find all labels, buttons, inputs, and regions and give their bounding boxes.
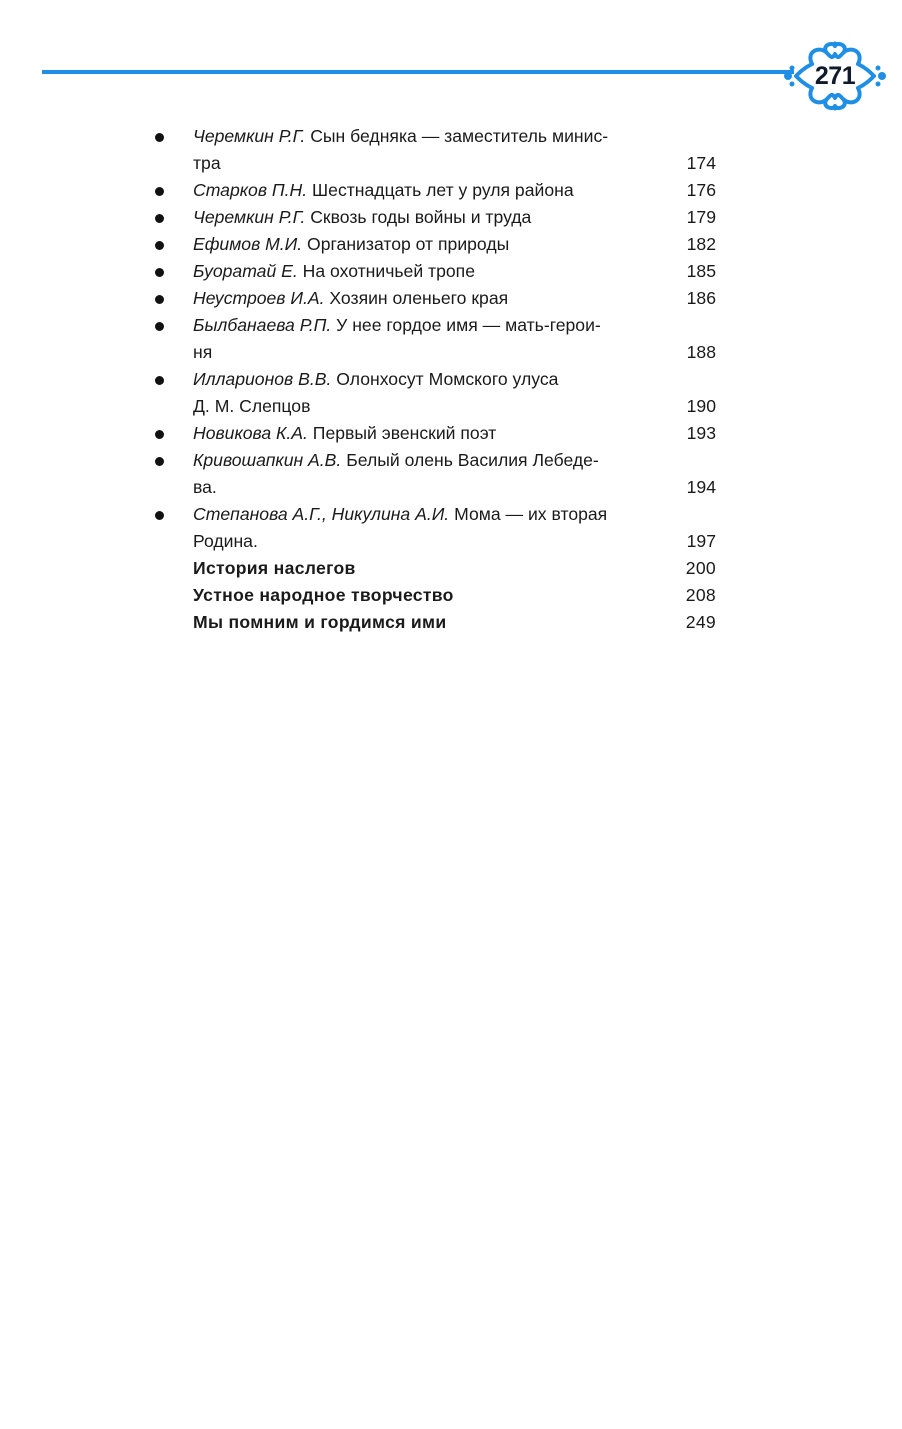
toc-entry[interactable] bbox=[150, 312, 730, 366]
entry-author: Степанова А.Г., Никулина А.И. bbox=[193, 504, 450, 524]
toc-entry[interactable] bbox=[150, 501, 730, 555]
entry-page: 179 bbox=[686, 207, 716, 227]
entry-title: Организатор от природы bbox=[307, 234, 510, 254]
entry-page: 197 bbox=[686, 531, 716, 551]
bullet-icon bbox=[155, 430, 164, 439]
entry-page: 194 bbox=[686, 477, 716, 497]
toc-entry[interactable] bbox=[150, 285, 730, 312]
entry-title: Первый эвенский поэт bbox=[312, 423, 497, 443]
entry-page: 176 bbox=[686, 180, 716, 200]
entry-page: 186 bbox=[686, 288, 716, 308]
section-page: 249 bbox=[685, 612, 716, 632]
entry-page: 193 bbox=[686, 423, 716, 443]
bullet-icon bbox=[155, 268, 164, 277]
entry-author: Ефимов М.И. bbox=[193, 234, 303, 254]
bullet-icon bbox=[155, 214, 164, 223]
toc-entry[interactable] bbox=[150, 177, 730, 204]
toc-entry[interactable] bbox=[150, 447, 730, 501]
entry-page: 188 bbox=[686, 342, 716, 362]
bullet-icon bbox=[155, 511, 164, 520]
entry-title: Олонхосут Момского улуса bbox=[336, 369, 559, 389]
toc-entry[interactable] bbox=[150, 420, 730, 447]
entry-title: Шестнадцать лет у руля района bbox=[312, 180, 574, 200]
entry-author: Илларионов В.В. bbox=[193, 369, 332, 389]
bullet-icon bbox=[155, 187, 164, 196]
entry-title-cont: тра bbox=[193, 153, 221, 173]
toc-entry[interactable] bbox=[150, 204, 730, 231]
entry-author: Черемкин Р.Г. bbox=[193, 126, 306, 146]
bullet-icon bbox=[155, 241, 164, 250]
entry-author: Черемкин Р.Г. bbox=[193, 207, 306, 227]
header-rule bbox=[42, 70, 794, 74]
section-page: 208 bbox=[685, 585, 716, 605]
page-header bbox=[0, 0, 902, 120]
entry-author: Буоратай Е. bbox=[193, 261, 298, 281]
page-number: 271 bbox=[814, 62, 856, 90]
entry-title-cont: ва. bbox=[193, 477, 217, 497]
entry-title: На охотничьей тропе bbox=[302, 261, 475, 281]
entry-title: У нее гордое имя — мать-герои- bbox=[336, 315, 601, 335]
entry-author: Новикова К.А. bbox=[193, 423, 308, 443]
bullet-icon bbox=[155, 457, 164, 466]
entry-title-cont: Родина. bbox=[193, 531, 258, 551]
toc-section[interactable] bbox=[150, 609, 730, 636]
bullet-icon bbox=[155, 133, 164, 142]
entry-title-cont: ня bbox=[193, 342, 213, 362]
bullet-icon bbox=[155, 376, 164, 385]
entry-title-cont: Д. М. Слепцов bbox=[193, 396, 311, 416]
bullet-icon bbox=[155, 322, 164, 331]
bullet-icon bbox=[155, 295, 164, 304]
entry-author: Старков П.Н. bbox=[193, 180, 308, 200]
entry-author: Кривошапкин А.В. bbox=[193, 450, 342, 470]
entry-page: 174 bbox=[686, 153, 716, 173]
entry-author: Былбанаева Р.П. bbox=[193, 315, 332, 335]
toc-entry[interactable] bbox=[150, 123, 730, 177]
toc-section[interactable] bbox=[150, 555, 730, 582]
section-title: История наслегов bbox=[193, 558, 356, 578]
table-of-contents bbox=[150, 123, 730, 636]
entry-author: Неустроев И.А. bbox=[193, 288, 325, 308]
toc-entry[interactable] bbox=[150, 258, 730, 285]
entry-page: 182 bbox=[686, 234, 716, 254]
section-page: 200 bbox=[685, 558, 716, 578]
toc-entry[interactable] bbox=[150, 366, 730, 420]
entry-title: Сквозь годы войны и труда bbox=[310, 207, 532, 227]
toc-entry[interactable] bbox=[150, 231, 730, 258]
entry-page: 190 bbox=[686, 396, 716, 416]
toc-section[interactable] bbox=[150, 582, 730, 609]
entry-title: Хозяин оленьего края bbox=[329, 288, 509, 308]
section-title: Устное народное творчество bbox=[193, 585, 454, 605]
entry-title: Белый олень Василия Лебеде- bbox=[346, 450, 599, 470]
section-title: Мы помним и гордимся ими bbox=[193, 612, 447, 632]
entry-title: Мома — их вторая bbox=[454, 504, 608, 524]
entry-page: 185 bbox=[686, 261, 716, 281]
entry-title: Сын бедняка — заместитель минис- bbox=[310, 126, 609, 146]
